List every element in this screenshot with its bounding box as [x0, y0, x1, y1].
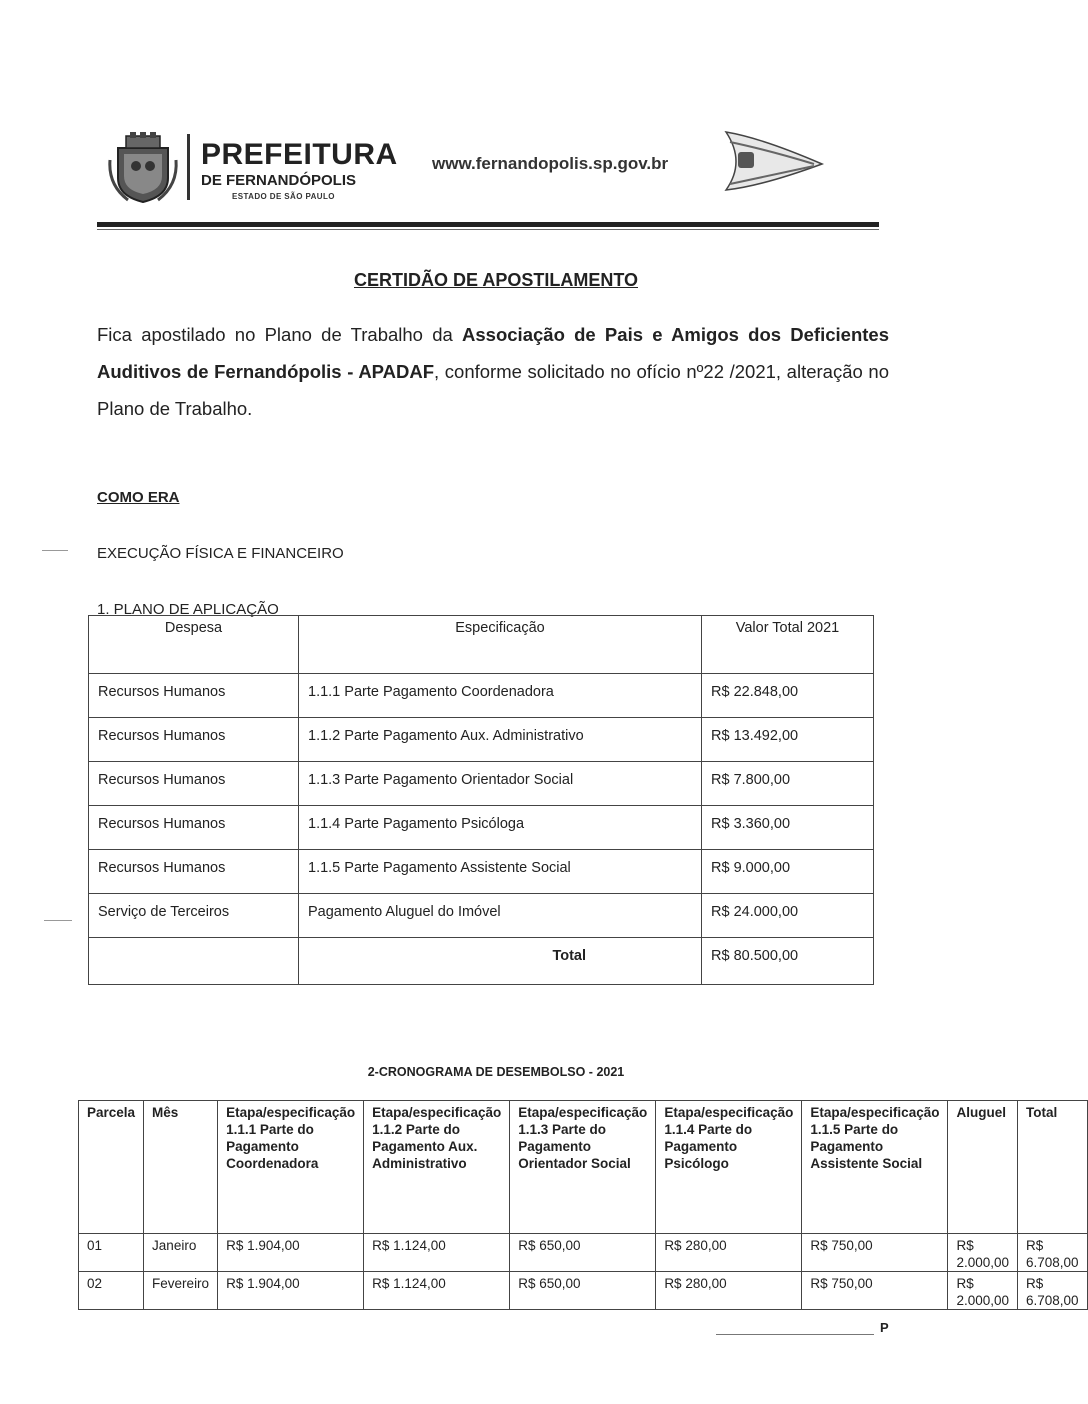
organization-name: Associação de Pais e Amigos dos Deficientes Auditivos de Fernandópolis - APADAF — [97, 324, 889, 382]
cell-valor: R$ 13.492,00 — [702, 718, 874, 762]
header-etapa-113: Etapa/especificação 1.1.3 Parte do Pagamento Orientador Social — [510, 1101, 656, 1234]
table-header-row — [79, 1101, 1088, 1234]
header-especificacao: Especificação — [299, 616, 702, 674]
cell-despesa: Recursos Humanos — [89, 806, 299, 850]
brand-state: ESTADO DE SÃO PAULO — [232, 192, 335, 201]
plano-aplicacao-table — [88, 615, 874, 985]
coat-of-arms-logo — [108, 130, 178, 205]
cell-despesa: Recursos Humanos — [89, 718, 299, 762]
table-row — [79, 1234, 1088, 1272]
section-execucao: EXECUÇÃO FÍSICA E FINANCEIRO — [97, 545, 344, 562]
scan-mark — [42, 550, 68, 551]
table-row — [79, 1272, 1088, 1310]
scan-mark — [44, 920, 72, 921]
signature-line — [716, 1334, 874, 1335]
cell-valor: R$ 24.000,00 — [702, 894, 874, 938]
cell-e115: R$ 750,00 — [802, 1272, 948, 1310]
cell-mes: Janeiro — [144, 1234, 218, 1272]
cell-parcela: 02 — [79, 1272, 144, 1310]
cell-aluguel: R$ 2.000,00 — [948, 1234, 1018, 1272]
intro-paragraph — [97, 316, 889, 427]
cell-aluguel: R$ 2.000,00 — [948, 1272, 1018, 1310]
brand-subtitle: DE FERNANDÓPOLIS — [201, 172, 357, 189]
cronograma-title: 2-CRONOGRAMA DE DESEMBOLSO - 2021 — [367, 1065, 625, 1079]
header-despesa: Despesa — [89, 616, 299, 674]
cell-especificacao: 1.1.5 Parte Pagamento Assistente Social — [299, 850, 702, 894]
section-plano-aplicacao: 1. PLANO DE APLICAÇÃO — [97, 601, 279, 618]
cell-valor: R$ 7.800,00 — [702, 762, 874, 806]
table-row — [89, 850, 874, 894]
cell-empty — [89, 938, 299, 985]
cell-especificacao: 1.1.4 Parte Pagamento Psicóloga — [299, 806, 702, 850]
header-divider — [187, 134, 190, 200]
cell-e111: R$ 1.904,00 — [218, 1272, 364, 1310]
website-link[interactable]: www.fernandopolis.sp.gov.br — [432, 154, 669, 173]
cell-total: R$ 6.708,00 — [1018, 1272, 1088, 1310]
cell-especificacao: 1.1.1 Parte Pagamento Coordenadora — [299, 674, 702, 718]
cell-e111: R$ 1.904,00 — [218, 1234, 364, 1272]
cell-despesa: Recursos Humanos — [89, 850, 299, 894]
brand-title: PREFEITURA — [201, 138, 398, 171]
header-etapa-112: Etapa/especificação 1.1.2 Parte do Pagamento Aux. Administrativo — [364, 1101, 510, 1234]
cell-parcela: 01 — [79, 1234, 144, 1272]
table-row — [89, 718, 874, 762]
cell-valor: R$ 3.360,00 — [702, 806, 874, 850]
cell-especificacao: 1.1.3 Parte Pagamento Orientador Social — [299, 762, 702, 806]
paragraph-part1: Fica apostilado no Plano de Trabalho da — [97, 324, 463, 345]
total-label: Total — [299, 938, 702, 985]
header-etapa-115: Etapa/especificação 1.1.5 Parte do Pagamento Assistente Social — [802, 1101, 948, 1234]
cell-mes: Fevereiro — [144, 1272, 218, 1310]
cell-e114: R$ 280,00 — [656, 1272, 802, 1310]
table-row — [89, 674, 874, 718]
cell-e113: R$ 650,00 — [510, 1272, 656, 1310]
paragraph-part2: , conforme solicitado no ofício nº22 /2021, alteração no Plano de Trabalho. — [97, 361, 889, 419]
table-row — [89, 806, 874, 850]
flag-logo — [722, 128, 826, 194]
section-como-era: COMO ERA — [97, 489, 180, 506]
cell-e113: R$ 650,00 — [510, 1234, 656, 1272]
cell-valor: R$ 9.000,00 — [702, 850, 874, 894]
document-title: CERTIDÃO DE APOSTILAMENTO — [353, 270, 638, 290]
total-value: R$ 80.500,00 — [702, 938, 874, 985]
table-row — [89, 894, 874, 938]
cell-especificacao: Pagamento Aluguel do Imóvel — [299, 894, 702, 938]
cell-e112: R$ 1.124,00 — [364, 1234, 510, 1272]
cell-e114: R$ 280,00 — [656, 1234, 802, 1272]
cell-e112: R$ 1.124,00 — [364, 1272, 510, 1310]
page-initial: P — [880, 1320, 889, 1335]
header-rule-thin — [97, 229, 879, 230]
cell-despesa: Recursos Humanos — [89, 762, 299, 806]
cell-total: R$ 6.708,00 — [1018, 1234, 1088, 1272]
cell-e115: R$ 750,00 — [802, 1234, 948, 1272]
cell-despesa: Serviço de Terceiros — [89, 894, 299, 938]
header-parcela: Parcela — [79, 1101, 144, 1234]
table-header-row — [89, 616, 874, 674]
header-aluguel: Aluguel — [948, 1101, 1018, 1234]
header-etapa-114: Etapa/especificação 1.1.4 Parte do Pagamento Psicólogo — [656, 1101, 802, 1234]
cell-despesa: Recursos Humanos — [89, 674, 299, 718]
table-total-row — [89, 938, 874, 985]
cronograma-table — [78, 1100, 1088, 1310]
table-row — [89, 762, 874, 806]
header-rule — [97, 222, 879, 227]
header-mes: Mês — [144, 1101, 218, 1234]
header-etapa-111: Etapa/especificação 1.1.1 Parte do Pagamento Coordenadora — [218, 1101, 364, 1234]
header-valor-total: Valor Total 2021 — [702, 616, 874, 674]
cell-valor: R$ 22.848,00 — [702, 674, 874, 718]
header-total: Total — [1018, 1101, 1088, 1234]
cell-especificacao: 1.1.2 Parte Pagamento Aux. Administrativo — [299, 718, 702, 762]
